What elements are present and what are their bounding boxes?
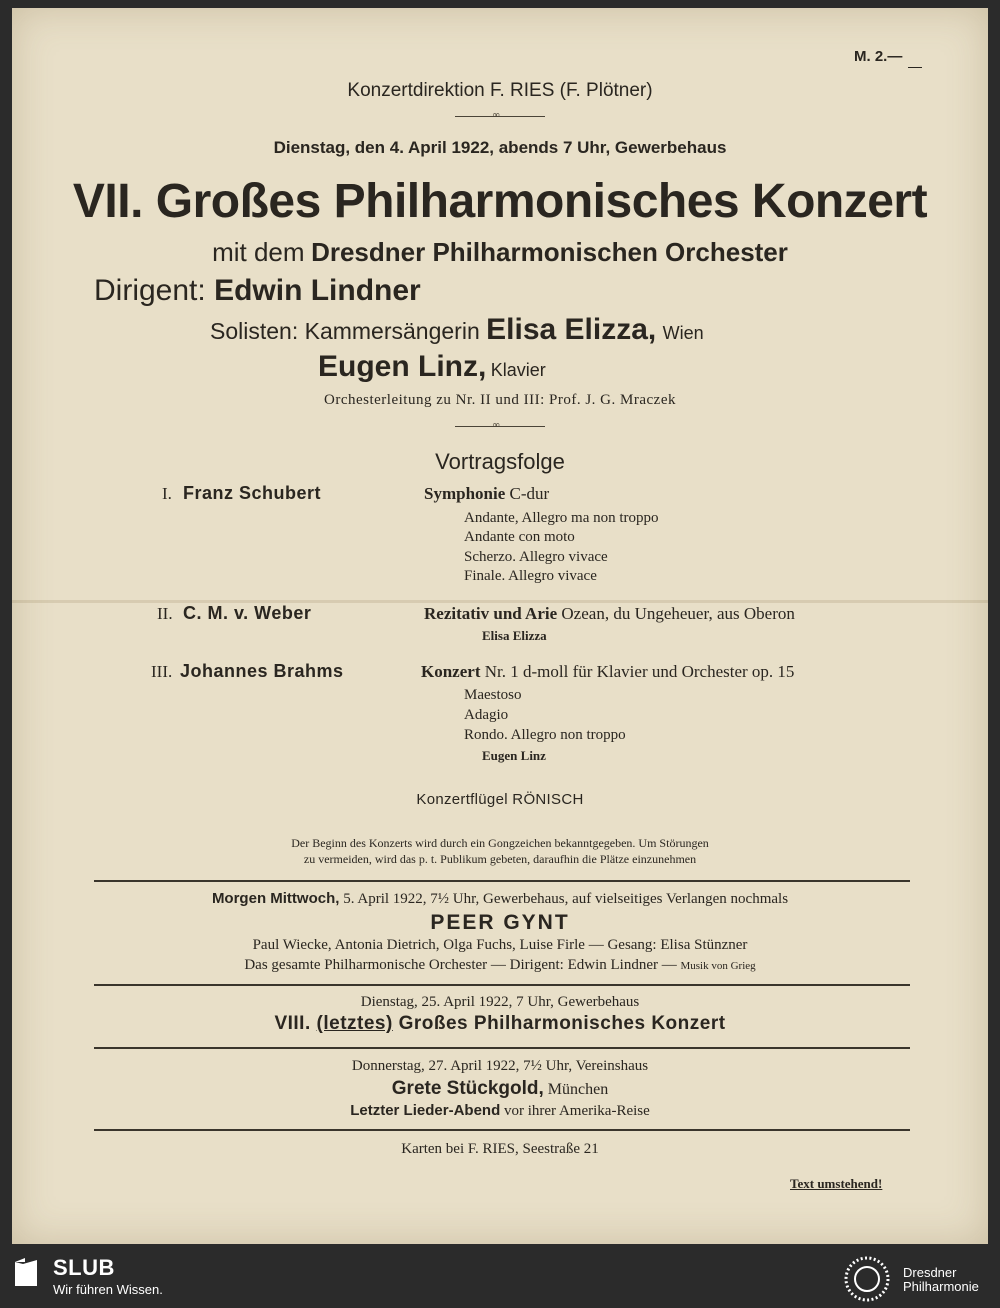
paper-fold [12, 600, 988, 603]
ornament-icon: ∞ [492, 420, 501, 431]
notice-line-1: Der Beginn des Konzerts wird durch ein Gongzeichen bekanntgegeben. Um Störungen [291, 836, 709, 850]
program-number-3: III. [151, 662, 173, 681]
conductor-line: Dirigent: Edwin Lindner [94, 274, 421, 307]
footer-bar [0, 1252, 1000, 1303]
program-number-1: I. [162, 484, 172, 503]
work-3: Konzert Nr. 1 d-moll für Klavier und Orchester op. 15 [421, 662, 795, 681]
event2-title: VIII. (letztes) Großes Philharmonisches Konzert [274, 1013, 726, 1034]
dp-name-line2: Philharmonie [903, 1279, 979, 1294]
work-2: Rezitativ und Arie Ozean, du Ungeheuer, aus Oberon [424, 604, 795, 623]
event1-date-line: Morgen Mittwoch, 5. April 1922, 7½ Uhr, Gewerbehaus, auf vielseitiges Verlangen nochmals [211, 890, 789, 907]
concert-title: VII. Großes Philharmonisches Konzert [72, 175, 928, 228]
event1-orchestra: Das gesamte Philharmonische Orchester — Dirigent: Edwin Lindner — Musik von Grieg [244, 957, 756, 973]
notice-line-2: zu vermeiden, wird das p. t. Publikum gebeten, daraufhin die Plätze einzunehmen [303, 852, 697, 866]
concert-program-sheet [12, 8, 988, 1244]
program-heading: Vortragsfolge [435, 449, 565, 474]
soloist2-line: Eugen Linz, Klavier [318, 350, 546, 383]
divider-rule-2 [94, 984, 910, 986]
orchestral-lead: Orchesterleitung zu Nr. II und III: Prof. J. G. Mraczek [324, 392, 676, 408]
divider-rule-4 [94, 1129, 910, 1131]
orchestra-line: mit dem Dresdner Philharmonischen Orchester [212, 237, 788, 267]
ticket-info: Karten bei F. RIES, Seestraße 21 [401, 1141, 599, 1157]
agency: Konzertdirektion F. RIES (F. Plötner) [347, 80, 653, 101]
event3-artist: Grete Stückgold, München [391, 1078, 609, 1099]
divider-rule-1 [94, 880, 910, 882]
composer-3: Johannes Brahms [180, 661, 344, 681]
movement-1-3: Scherzo. Allegro vivace [464, 549, 608, 565]
movement-1-4: Finale. Allegro vivace [464, 568, 597, 584]
price-label: M. 2.— [854, 48, 903, 65]
movement-1-1: Andante, Allegro ma non troppo [464, 510, 659, 526]
event3-date-line: Donnerstag, 27. April 1922, 7½ Uhr, Vereinshaus [351, 1058, 649, 1074]
movement-3-1: Maestoso [464, 687, 522, 703]
price-underline [908, 67, 922, 68]
movement-3-2: Adagio [464, 707, 509, 723]
work-1: Symphonie C-dur [424, 484, 550, 503]
dresdner-philharmonie-logo-icon [843, 1255, 891, 1303]
composer-1: Franz Schubert [183, 483, 322, 503]
movement-3-3: Rondo. Allegro non troppo [464, 727, 626, 743]
movement-1-2: Andante con moto [464, 529, 575, 545]
dp-name-line1: Dresdner [903, 1265, 957, 1280]
event2-date-line: Dienstag, 25. April 1922, 7 Uhr, Gewerbehaus [360, 994, 640, 1010]
slub-tagline: Wir führen Wissen. [53, 1282, 163, 1297]
performer-2: Elisa Elizza [482, 628, 547, 643]
program-number-2: II. [157, 604, 173, 623]
ornament-divider [455, 110, 545, 121]
ornament-icon: ∞ [492, 110, 501, 121]
divider-rule-3 [94, 1047, 910, 1049]
event1-title: PEER GYNT [430, 911, 570, 934]
composer-2: C. M. v. Weber [183, 603, 312, 623]
piano-maker: Konzertflügel RÖNISCH [416, 791, 584, 808]
event3-description: Letzter Lieder-Abend vor ihrer Amerika-Reise [350, 1102, 650, 1119]
performer-3: Eugen Linz [482, 748, 546, 763]
slub-name: SLUB [53, 1255, 115, 1280]
ornament-divider-2 [455, 420, 545, 431]
event1-cast: Paul Wiecke, Antonia Dietrich, Olga Fuchs, Luise Firle — Gesang: Elisa Stünzner [252, 937, 748, 953]
see-reverse-note: Text umstehend! [790, 1176, 883, 1191]
soloists-line: Solisten: Kammersängerin Elisa Elizza, Wien [210, 313, 704, 346]
date-line: Dienstag, den 4. April 1922, abends 7 Uhr, Gewerbehaus [273, 138, 727, 157]
slub-logo-icon [13, 1258, 39, 1288]
